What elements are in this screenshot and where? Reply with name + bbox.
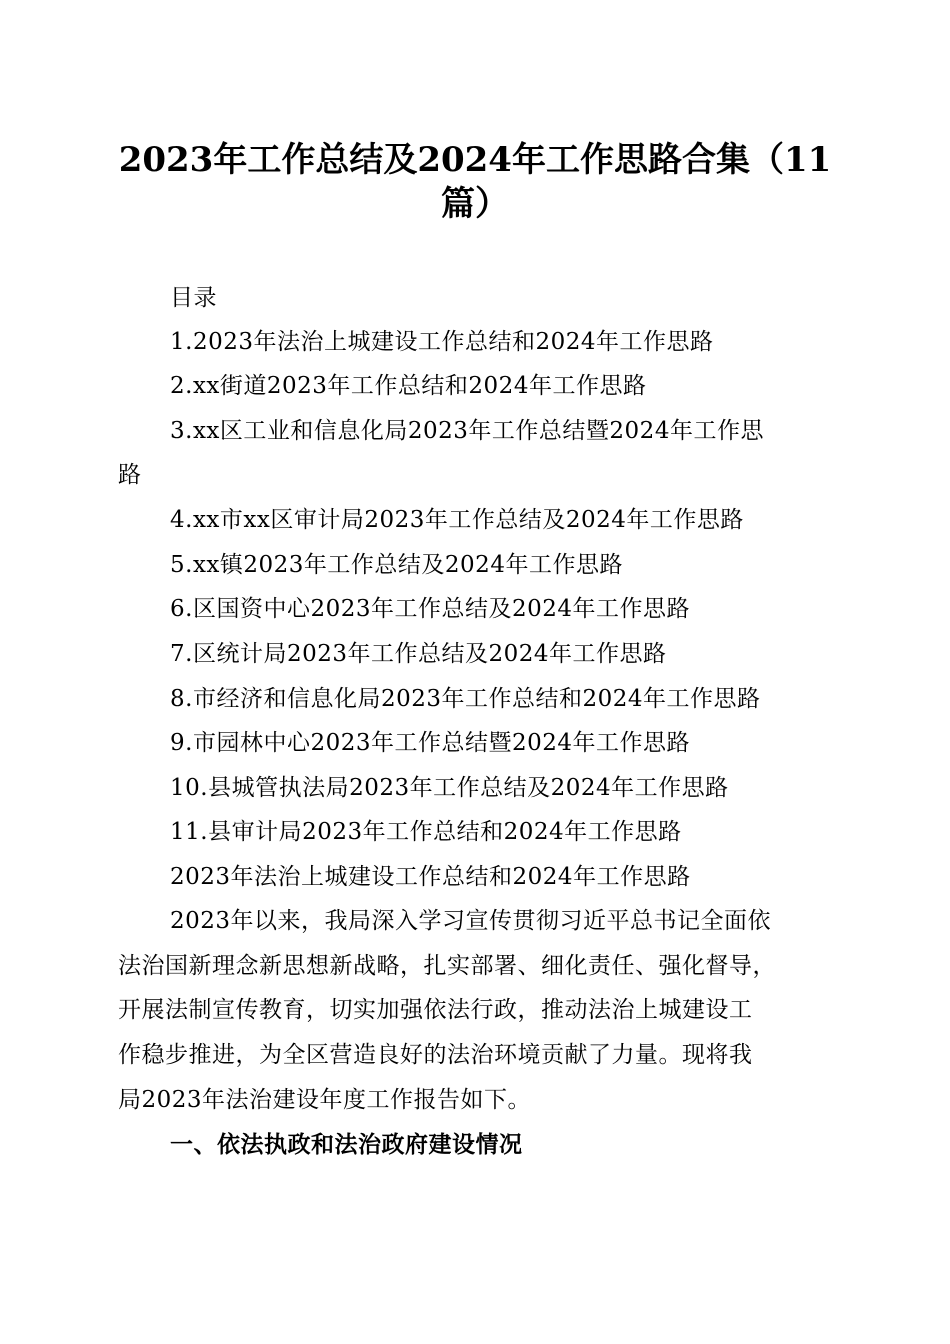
toc-item-9: 9.市园林中心2023年工作总结暨2024年工作思路 — [170, 730, 691, 756]
toc-item-2: 2.xx街道2023年工作总结和2024年工作思路 — [170, 373, 647, 399]
document-title-line-2: 篇） — [441, 184, 509, 224]
toc-item-10: 10.县城管执法局2023年工作总结及2024年工作思路 — [170, 775, 729, 801]
toc-item-11: 11.县审计局2023年工作总结和2024年工作思路 — [170, 819, 682, 845]
toc-item-5: 5.xx镇2023年工作总结及2024年工作思路 — [170, 552, 623, 578]
toc-item-1: 1.2023年法治上城建设工作总结和2024年工作思路 — [170, 329, 714, 355]
toc-label: 目录 — [170, 285, 217, 311]
section-title: 2023年法治上城建设工作总结和2024年工作思路 — [170, 864, 691, 890]
toc-item-8: 8.市经济和信息化局2023年工作总结和2024年工作思路 — [170, 686, 761, 712]
body-line-2: 法治国新理念新思想新战略，扎实部署、细化责任、强化督导， — [118, 953, 776, 979]
toc-item-4: 4.xx市xx区审计局2023年工作总结及2024年工作思路 — [170, 507, 744, 533]
toc-item-3-continuation: 路 — [118, 462, 142, 488]
body-line-5: 局2023年法治建设年度工作报告如下。 — [118, 1087, 532, 1113]
body-line-3: 开展法制宣传教育，切实加强依法行政，推动法治上城建设工 — [118, 997, 753, 1023]
document-title-line-1: 2023年工作总结及2024年工作思路合集（11 — [118, 140, 832, 180]
toc-item-7: 7.区统计局2023年工作总结及2024年工作思路 — [170, 641, 667, 667]
heading-1: 一、依法执政和法治政府建设情况 — [170, 1132, 523, 1158]
toc-item-3: 3.xx区工业和信息化局2023年工作总结暨2024年工作思 — [170, 418, 764, 444]
body-line-1: 2023年以来，我局深入学习宣传贯彻习近平总书记全面依 — [170, 908, 772, 934]
body-line-4: 作稳步推进，为全区营造良好的法治环境贡献了力量。现将我 — [118, 1042, 753, 1068]
toc-item-6: 6.区国资中心2023年工作总结及2024年工作思路 — [170, 596, 691, 622]
